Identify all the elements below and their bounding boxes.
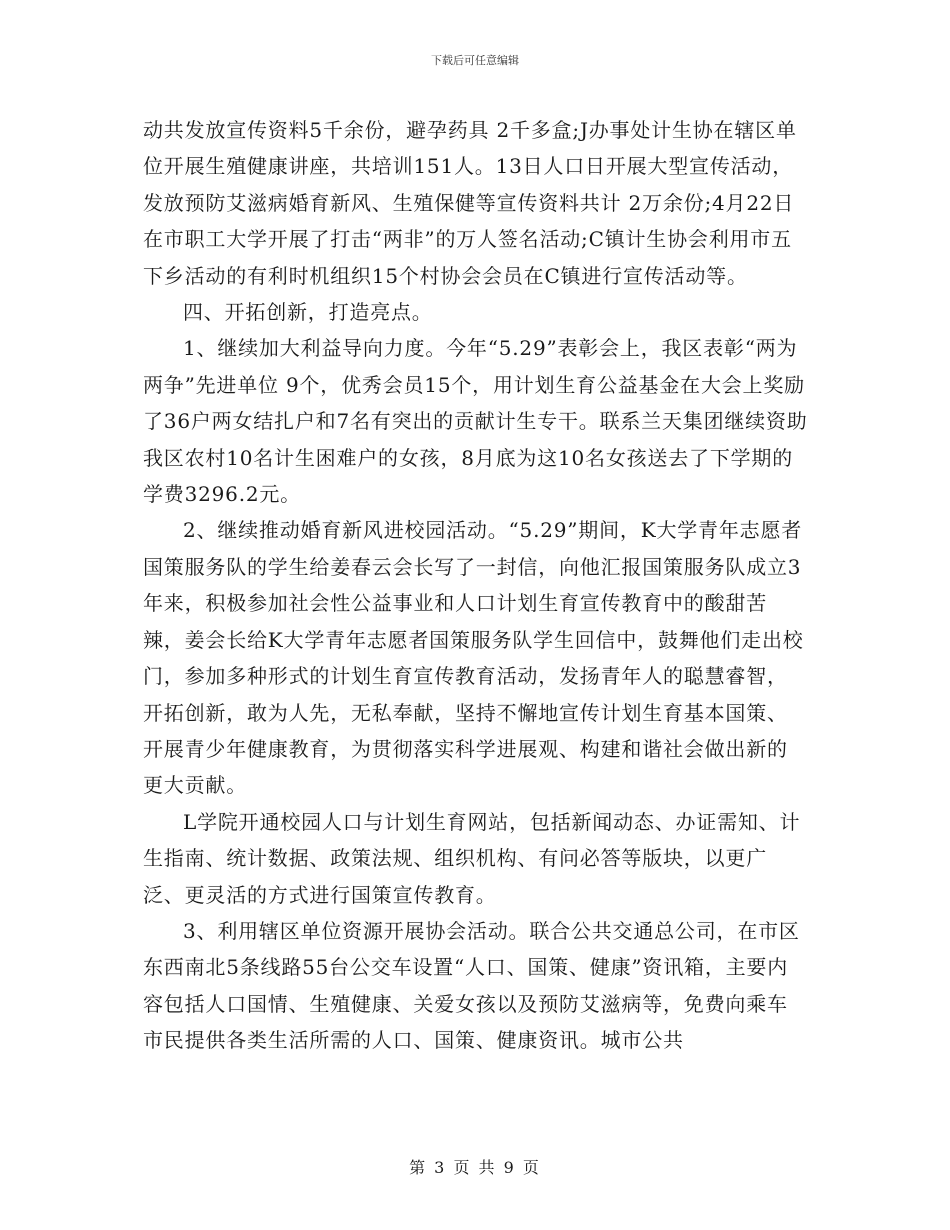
page-header: 下载后可任意编辑	[431, 54, 519, 67]
paragraph: 1、继续加大利益导向力度。今年“5.29”表彰会上，我区表彰“两为两争”先进单位 9个，优秀会员15个，用计划生育公益基金在大会上奖励了36户两女结扎户和7名有突出的贡献计生专干。联系兰天集团继续资助我区农村10名计生困难户的女孩，8月底为这10名女孩送去了下学期的学费3296.2元。	[143, 336, 808, 507]
paragraph: 2、继续推动婚育新风进校园活动。“5.29”期间，K大学青年志愿者国策服务队的学生给姜春云会长写了一封信，向他汇报国策服务队成立3年来，积极参加社会性公益事业和人口计划生育宣传教育中的酸甜苦辣，姜会长给K大学青年志愿者国策服务队学生回信中，鼓舞他们走出校门，参加多种形式的计划生育宣传教育活动，发扬青年人的聪慧睿智，开拓创新，敢为人先，无私奉献，坚持不懈地宣传计划生育基本国策、开展青少年健康教育，为贯彻落实科学进展观、构建和谐社会做出新的更大贡献。	[143, 518, 804, 798]
paragraph: 3、利用辖区单位资源开展协会活动。联合公共交通总公司，在市区东西南北5条线路55台公交车设置“人口、国策、健康”资讯箱，主要内容包括人口国情、生殖健康、关爱女孩以及预防艾滋病等，免费向乘车市民提供各类生活所需的人口、国策、健康资讯。城市公共	[143, 918, 800, 1053]
document-body	[143, 112, 808, 1059]
paragraph: 动共发放宣传资料5千余份，避孕药具 2千多盒;J办事处计生协在辖区单位开展生殖健康讲座，共培训151人。13日人口日开展大型宣传活动，发放预防艾滋病婚育新风、生殖保健等宣传资料共计 2万余份;4月22日在市职工大学开展了打击“两非”的万人签名活动;C镇计生协会利用市五下乡活动的有利时机组织15个村协会会员在C镇进行宣传活动等。	[143, 118, 797, 288]
paragraph: L学院开通校园人口与计划生育网站，包括新闻动态、办证需知、计生指南、统计数据、政策法规、组织机构、有问必答等版块，以更广泛、更灵活的方式进行国策宣传教育。	[143, 809, 801, 907]
page-number-footer: 第 3 页 共 9 页	[409, 1158, 541, 1177]
section-heading: 四、开拓创新，打造亮点。	[183, 300, 433, 325]
